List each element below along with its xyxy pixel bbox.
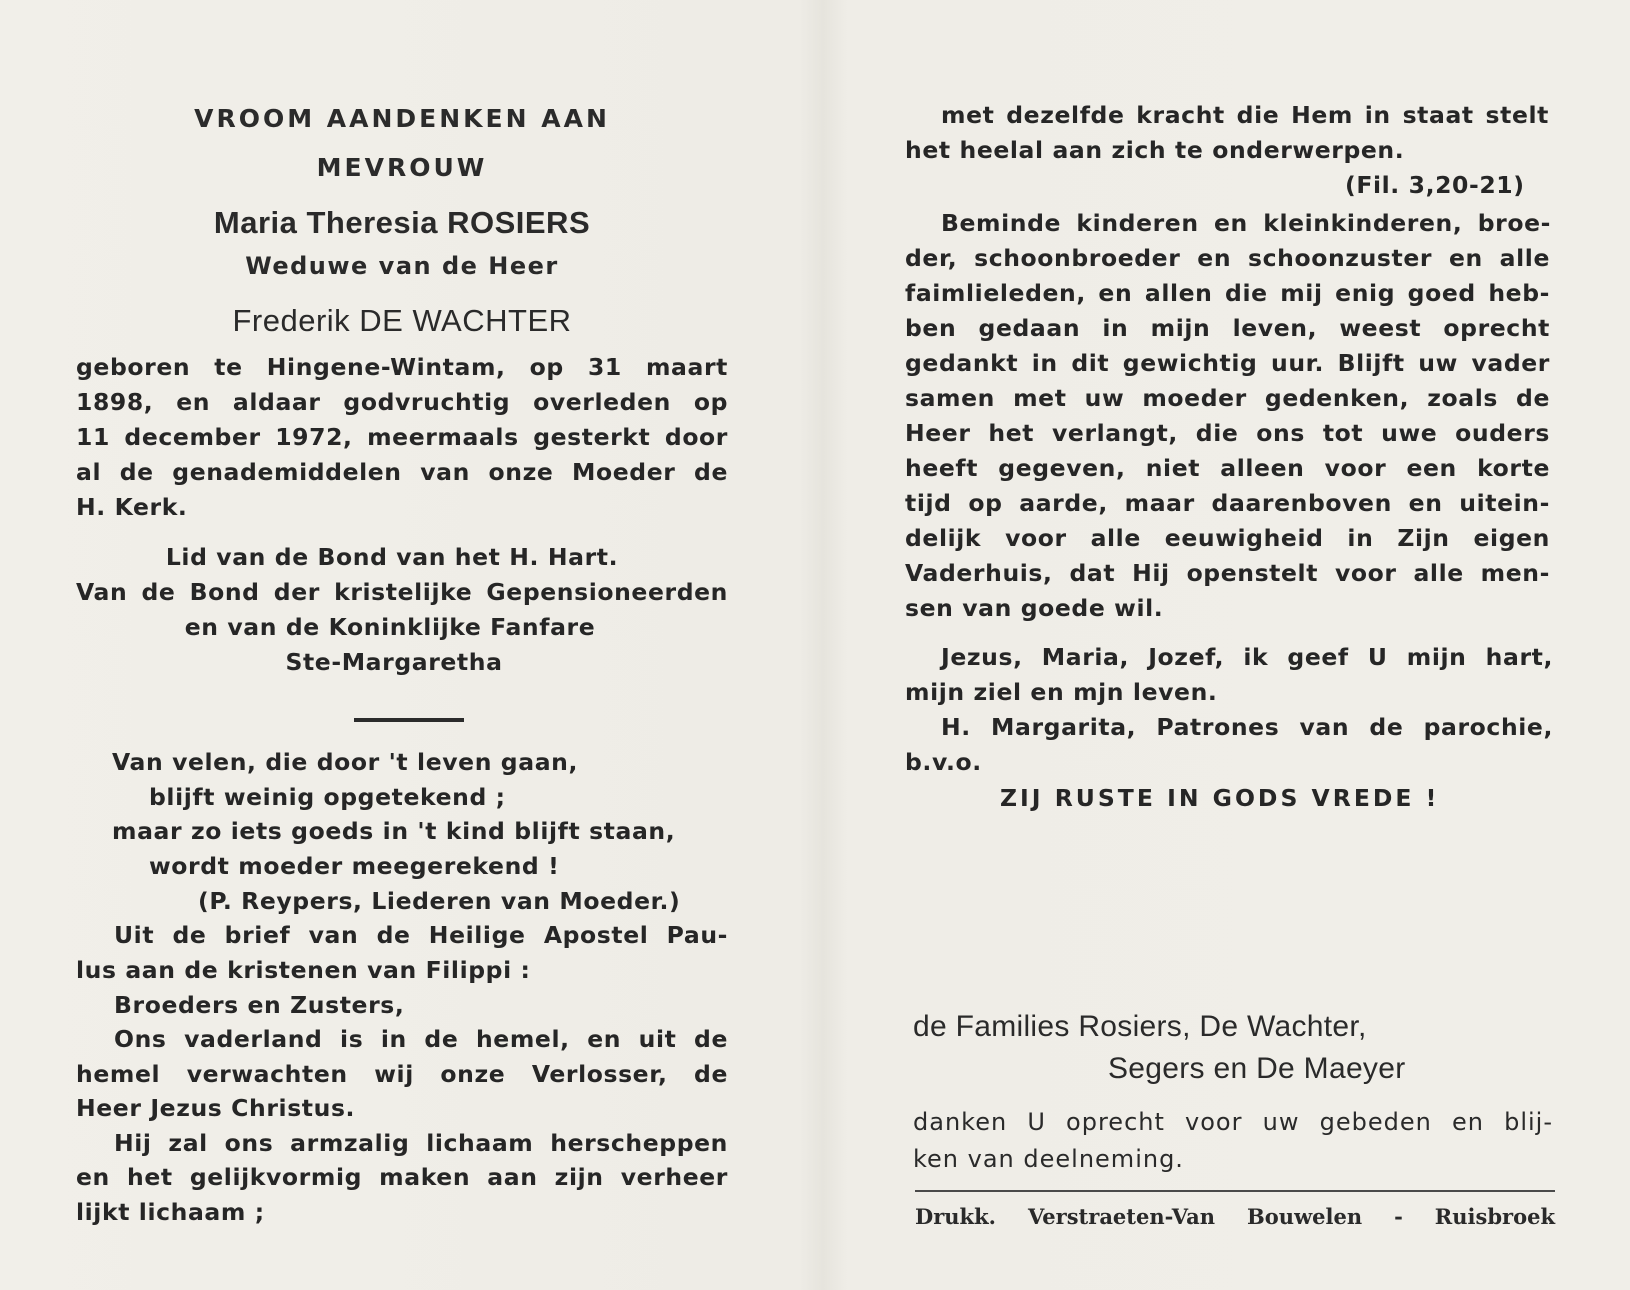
member-line: en van de Koninklijke Fanfare	[184, 613, 596, 641]
prayer-line: Jezus, Maria, Jozef, ik geef U mijn hart,	[941, 643, 1553, 671]
message-line: der, schoonbroeder en schoonzuster en alle	[905, 244, 1550, 272]
prayer-line: H. Margarita, Patrones van de parochie,	[941, 713, 1553, 741]
poem-line: blijft weinig opgetekend ;	[149, 783, 506, 811]
scripture-line: lijkt lichaam ;	[76, 1198, 265, 1226]
husband-name: Frederik DE WACHTER	[232, 303, 572, 338]
printer-divider	[915, 1190, 1555, 1192]
bio-line: al de genademiddelen van onze Moeder de	[76, 458, 728, 486]
poem-line: wordt moeder meegerekend !	[149, 852, 560, 880]
scripture-cont-line: het heelal aan zich te onderwerpen.	[905, 136, 1405, 164]
message-line: sen van goede wil.	[905, 594, 1164, 622]
deceased-name: Maria Theresia ROSIERS	[213, 205, 591, 240]
prayer-line: b.v.o.	[905, 748, 982, 776]
scripture-line: Ons vaderland is in de hemel, en uit de	[114, 1025, 728, 1053]
families-line-2: Segers en De Maeyer	[1108, 1052, 1406, 1085]
scripture-line: Hij zal ons armzalig lichaam herscheppen	[114, 1129, 728, 1157]
scripture-reference: (Fil. 3,20-21)	[1345, 171, 1525, 199]
message-line: Vaderhuis, dat Hij openstelt voor alle men-	[905, 559, 1550, 587]
message-line: delijk voor alle eeuwigheid in Zijn eigen	[905, 524, 1550, 552]
poem-line: maar zo iets goeds in 't kind blijft staan,	[112, 817, 676, 845]
scripture-cont-line: met dezelfde kracht die Hem in staat stelt	[941, 101, 1549, 129]
bio-line: H. Kerk.	[76, 493, 188, 521]
message-line: gedankt in dit gewichtig uur. Blijft uw vader	[905, 349, 1550, 377]
bio-line: 11 december 1972, meermaals gesterkt door	[76, 423, 728, 451]
widow-of: Weduwe van de Heer	[245, 252, 559, 280]
thanks-line: ken van deelneming.	[913, 1145, 1184, 1173]
message-line: Heer het verlangt, die ons tot uwe ouders	[905, 419, 1550, 447]
divider	[354, 718, 464, 722]
message-line: ben gedaan in mijn leven, weest oprecht	[905, 314, 1550, 342]
member-line: Van de Bond der kristelijke Gepensioneerden	[76, 578, 728, 606]
bio-line: 1898, en aldaar godvruchtig overleden op	[76, 388, 728, 416]
poem-line: (P. Reypers, Liederen van Moeder.)	[198, 887, 681, 915]
member-line: Lid van de Bond van het H. Hart.	[165, 543, 619, 571]
scripture-line: hemel verwachten wij onze Verlosser, de	[76, 1060, 728, 1088]
closing-line: ZIJ RUSTE IN GODS VREDE !	[1000, 784, 1440, 812]
scripture-line: lus aan de kristenen van Filippi :	[76, 956, 531, 984]
message-line: heeft gegeven, niet alleen voor een korte	[905, 454, 1550, 482]
scripture-line: en het gelijkvormig maken aan zijn verheer	[76, 1163, 728, 1191]
message-line: samen met uw moeder gedenken, zoals de	[905, 384, 1550, 412]
heading-line-2: MEVROUW	[316, 153, 488, 182]
message-line: tijd op aarde, maar daarenboven en uitein-	[905, 489, 1550, 517]
scripture-line: Broeders en Zusters,	[114, 991, 405, 1019]
families-line-1: de Families Rosiers, De Wachter,	[913, 1010, 1367, 1043]
heading-line-1: VROOM AANDENKEN AAN	[194, 104, 610, 133]
bio-line: geboren te Hingene-Wintam, op 31 maart	[76, 353, 728, 381]
message-line: Beminde kinderen en kleinkinderen, broe-	[941, 209, 1551, 237]
member-line: Ste-Margaretha	[285, 648, 503, 676]
thanks-line: danken U oprecht voor uw gebeden en blij-	[913, 1108, 1553, 1136]
poem-line: Van velen, die door 't leven gaan,	[112, 748, 579, 776]
scripture-line: Heer Jezus Christus.	[76, 1094, 356, 1122]
message-line: faimlieleden, en allen die mij enig goed heb-	[905, 279, 1550, 307]
scripture-line: Uit de brief van de Heilige Apostel Pau-	[114, 921, 728, 949]
prayer-line: mijn ziel en mjn leven.	[905, 678, 1218, 706]
printer-credit: Drukk. Verstraeten-Van Bouwelen - Ruisbroek	[915, 1204, 1555, 1229]
